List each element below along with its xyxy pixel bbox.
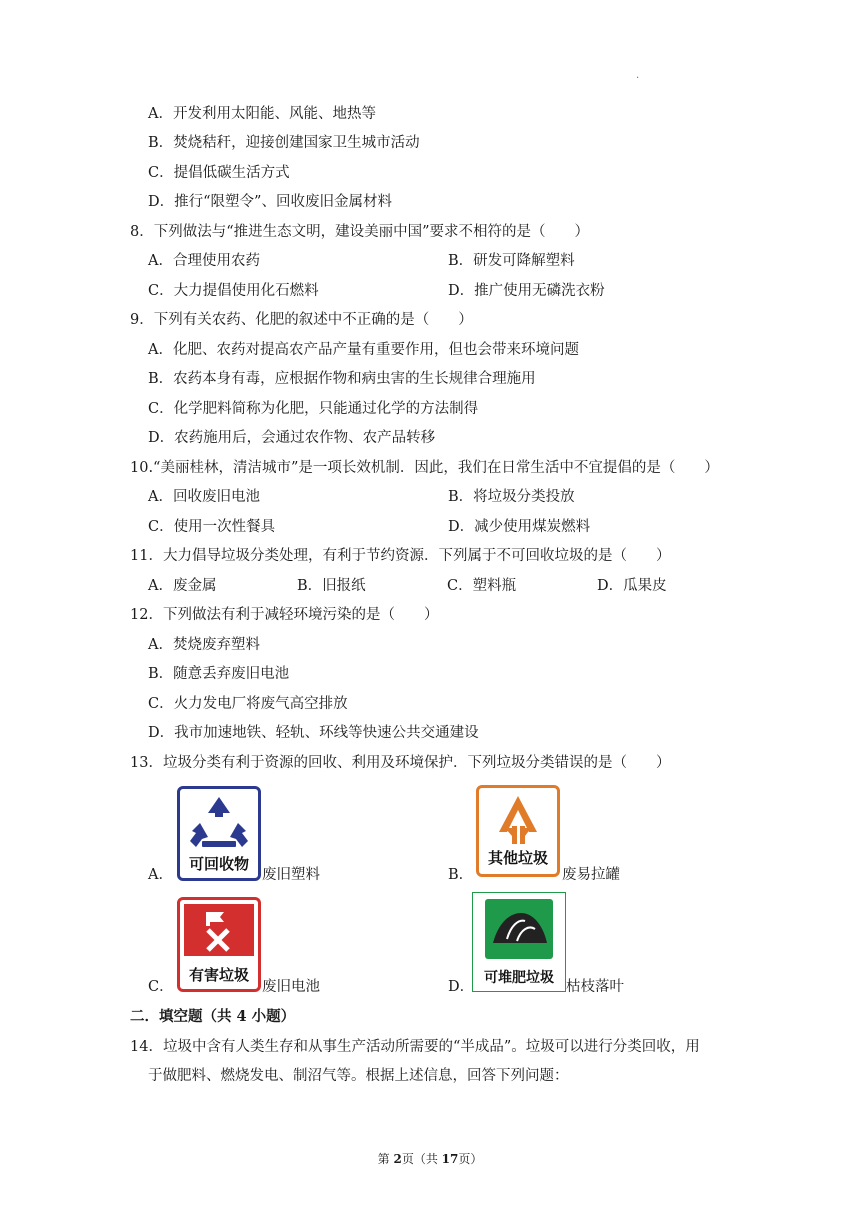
footer-page-number: 2 [393,1152,402,1166]
q13-option-b-text: 废易拉罐 [562,867,620,883]
q12-option-b: B．随意丢弃废旧电池 [148,666,290,682]
q9-option-c: C．化学肥料简称为化肥，只能通过化学的方法制得 [148,401,479,417]
q13-option-a-letter: A． [148,867,173,883]
q7-option-b: B．焚烧秸秆，迎接创建国家卫生城市活动 [148,135,420,151]
q10-option-d: D．减少使用煤炭燃料 [448,519,591,535]
q11-option-c: C．塑料瓶 [447,578,517,594]
compost-heap-icon [485,899,553,959]
q8-option-a: A．合理使用农药 [148,253,260,269]
footer-mid: 页（共 [401,1152,442,1166]
hazardous-waste-sign [177,897,261,992]
section-heading-fill-blank: 二．填空题（共 4 小题） [130,1008,296,1025]
q11-option-a: A．废金属 [148,578,217,594]
q13-option-b-letter: B． [448,867,474,883]
footer-total-pages: 17 [441,1152,459,1166]
q8-stem: 8．下列做法与“推进生态文明，建设美丽中国”要求不相符的是（ ） [130,224,590,240]
q11-option-d: D．瓜果皮 [597,578,667,594]
q10-stem: 10.“美丽桂林，清洁城市”是一项长效机制．因此，我们在日常生活中不宜提倡的是（ ） [130,460,719,476]
q10-option-c: C．使用一次性餐具 [148,519,276,535]
header-mark: . [636,70,640,81]
sign-label-d: 可堆肥垃圾 [484,970,554,986]
q7-option-c: C．提倡低碳生活方式 [148,165,290,181]
compost-panel [485,899,553,959]
q11-stem: 11．大力倡导垃圾分类处理，有利于节约资源．下列属于不可回收垃圾的是（ ） [130,548,671,564]
sign-label-b: 其他垃圾 [487,849,548,867]
compostable-waste-sign [472,892,566,992]
q10-option-a: A．回收废旧电池 [148,489,260,505]
sign-label-a: 可回收物 [188,855,249,873]
footer-post: 页） [458,1152,483,1166]
hazard-panel [184,904,254,956]
q9-stem: 9．下列有关农药、化肥的叙述中不正确的是（ ） [130,312,473,328]
q13-stem: 13．垃圾分类有利于资源的回收、利用及环境保护．下列垃圾分类错误的是（ ） [130,755,671,771]
q13-option-c-text: 废旧电池 [262,979,320,995]
q8-option-c: C．大力提倡使用化石燃料 [148,283,319,299]
other-waste-sign [476,785,560,877]
q7-option-d: D．推行“限塑令”、回收废旧金属材料 [148,194,392,210]
page-footer [0,1150,860,1167]
q9-option-d: D．农药施用后，会通过农作物、农产品转移 [148,430,436,446]
q14-stem-line1: 14．垃圾中含有人类生存和从事生产活动所需要的“半成品”。垃圾可以进行分类回收，用 [130,1039,700,1055]
footer-pre: 第 [377,1152,394,1166]
sign-label-c: 有害垃圾 [188,966,249,984]
q13-option-c-letter: C． [148,979,174,995]
q8-option-d: D．推广使用无磷洗衣粉 [448,283,605,299]
q9-option-a: A．化肥、农药对提高农产品产量有重要作用，但也会带来环境问题 [148,342,579,358]
q7-option-a: A．开发利用太阳能、风能、地热等 [148,106,376,122]
q8-option-b: B．研发可降解塑料 [448,253,575,269]
q12-option-d: D．我市加速地铁、轻轨、环线等快速公共交通建设 [148,725,479,741]
q12-option-c: C．火力发电厂将废气高空排放 [148,696,348,712]
recycle-icon [180,791,258,853]
recyclable-sign [177,786,261,881]
q13-option-d-text: 枯枝落叶 [566,979,624,995]
q14-stem-line2: 于做肥料、燃烧发电、制沼气等。根据上述信息，回答下列问题： [148,1068,569,1084]
q10-option-b: B．将垃圾分类投放 [448,489,575,505]
q12-option-a: A．焚烧废弃塑料 [148,637,260,653]
q13-option-d-letter: D． [448,979,475,995]
hazard-icon [184,904,254,956]
q11-option-b: B．旧报纸 [297,578,366,594]
q9-option-b: B．农药本身有毒，应根据作物和病虫害的生长规律合理施用 [148,371,536,387]
other-waste-icon [479,792,557,852]
q12-stem: 12．下列做法有利于减轻环境污染的是（ ） [130,607,439,623]
q13-option-a-text: 废旧塑料 [262,867,320,883]
